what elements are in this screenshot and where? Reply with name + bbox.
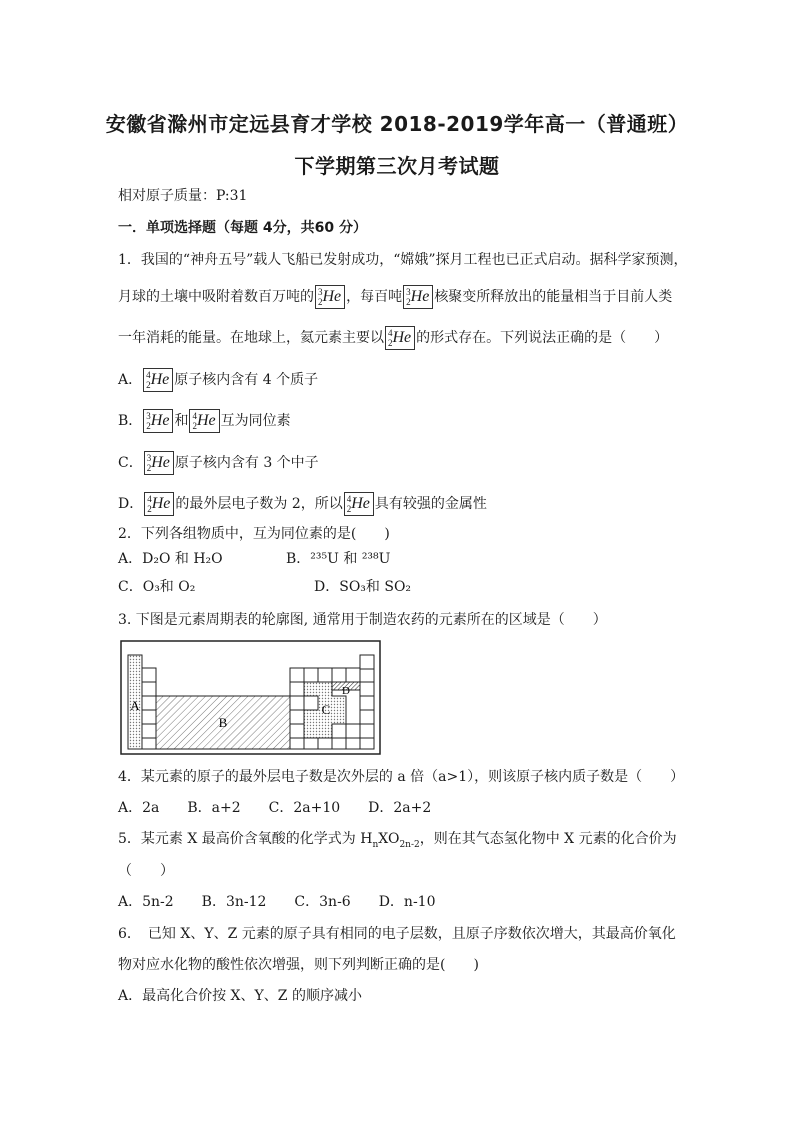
atomic-mass-note: 相对原子质量：P:31 [118, 188, 248, 204]
q1-stem-line1: 1．我国的“神舟五号”载人飞船已发射成功，“嫦娥”探月工程也已正式启动。据科学家预测， [118, 252, 688, 268]
q6-stem-line1: 6． 已知 X、Y、Z 元素的原子具有相同的电子层数，且原子序数依次增大，其最高价氧化 [118, 926, 676, 942]
he3-symbol: 3 2 He [315, 285, 345, 309]
periodic-table-outline [120, 640, 382, 756]
q5-options: A．5n-2 B．3n-12 C．3n-6 D．n-10 [118, 894, 436, 910]
q2-option-b: B．²³⁵U 和 ²³⁸U [286, 551, 391, 567]
he4-symbol: 4 2 He [344, 492, 374, 516]
q5-stem: 5．某元素 X 最高价含氧酸的化学式为 $H_nXO_{2n-2}$，则在其气态氢化物中 X 元素的化合价为 [118, 831, 677, 850]
he4-symbol: 4 2 He [144, 492, 174, 516]
exam-title-line1: 安徽省滁州市定远县育才学校 2018-2019学年高一（普通班） [105, 112, 689, 136]
he4-symbol: 4 2 He [143, 368, 173, 392]
q1-option-d: D． 4 2 He 的最外层电子数为 2，所以 4 2 He 具有较强的金属性 [118, 494, 487, 514]
q3-stem: 3. 下图是元素周期表的轮廓图, 通常用于制造农药的元素所在的区域是（ ） [118, 612, 607, 628]
he4-symbol: 4 2 He [385, 326, 415, 350]
q2-option-d: D．SO₃和 SO₂ [314, 579, 412, 595]
q6-option-a: A．最高化合价按 X、Y、Z 的顺序减小 [118, 988, 362, 1004]
q2-stem: 2．下列各组物质中，互为同位素的是( ) [118, 526, 390, 542]
q1-stem-line2: 月球的土壤中吸附着数百万吨的 3 2 He ，每百吨 3 2 He 核聚变所释放出的能量相当于目前人类 [118, 287, 673, 307]
region-b-label: B [218, 715, 228, 730]
q6-stem-line2: 物对应水化物的酸性依次增强，则下列判断正确的是( ) [118, 957, 479, 973]
q2-option-c: C．O₃和 O₂ [118, 579, 196, 595]
region-d-label: D [342, 685, 350, 697]
q1-option-c: C． 3 2 He 原子核内含有 3 个中子 [118, 453, 319, 473]
he3-symbol: 3 2 He [143, 409, 173, 433]
he4-symbol: 4 2 He [189, 409, 219, 433]
section-heading: 一．单项选择题（每题 4分，共60 分） [118, 220, 367, 236]
q1-option-b: B． 3 2 He 和 4 2 He 互为同位素 [118, 411, 291, 431]
q1-option-a: A． 4 2 He 原子核内含有 4 个质子 [118, 370, 319, 390]
q4-stem: 4．某元素的原子的最外层电子数是次外层的 a 倍（a>1），则该原子核内质子数是（ ） [118, 769, 685, 785]
he3-symbol: 3 2 He [144, 451, 174, 475]
q5-paren: （ ） [118, 863, 174, 879]
region-c-label: C [321, 702, 331, 717]
he3-symbol: 3 2 He [403, 285, 433, 309]
q4-options: A．2a B．a+2 C．2a+10 D．2a+2 [118, 800, 432, 816]
q1-stem-line3: 一年消耗的能量。在地球上，氦元素主要以 4 2 He 的形式存在。下列说法正确的是（ ） [118, 328, 669, 348]
q2-option-a: A．D₂O 和 H₂O [118, 551, 223, 567]
exam-title-line2: 下学期第三次月考试题 [294, 154, 500, 178]
region-a-label: A [130, 698, 140, 713]
